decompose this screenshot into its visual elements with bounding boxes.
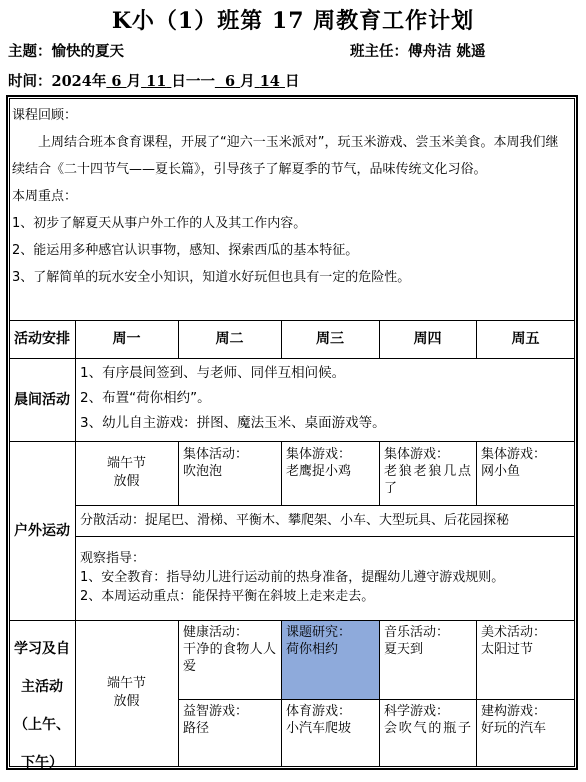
activity-title: 健康活动：: [183, 625, 249, 640]
day-header: 周五: [511, 331, 540, 347]
teacher-line: [350, 40, 486, 61]
time-year: 2024: [51, 73, 92, 90]
review-heading: 课程回顾：: [12, 108, 78, 123]
day-header: 周四: [413, 331, 442, 347]
morning-items: [80, 361, 570, 436]
study-thursday-cell-2: [379, 701, 476, 739]
study-wednesday-cell-1: [281, 622, 379, 660]
outdoor-tuesday-cell: [178, 444, 281, 482]
study-label: [9, 630, 75, 782]
theme-value: 愉快的夏天: [51, 43, 124, 60]
study-thursday-cell-1: [379, 622, 476, 660]
focus-point: 2、能运用多种感官认识事物，感知、探索西瓜的基本特征。: [12, 243, 359, 258]
activity-content: 荷你相约: [286, 642, 339, 657]
activity-content: 老狼老狼几点了: [384, 464, 471, 496]
time-month-start: 6: [111, 73, 122, 90]
activity-content: 吹泡泡: [183, 464, 223, 479]
outdoor-holiday: 端午节 放假: [106, 456, 146, 489]
page-title: K小（1）班第 17 周教育工作计划: [111, 8, 475, 34]
focus-point: 1、初步了解夏天从事户外工作的人及其工作内容。: [12, 216, 307, 231]
time-day-start: 11: [146, 73, 167, 90]
guide-title: 观察指导：: [80, 551, 146, 566]
time-day-unit-1: 日一一: [171, 73, 215, 90]
focus-point: 3、了解简单的玩水安全小知识，知道水好玩但也具有一定的危险性。: [12, 270, 411, 285]
time-line: [8, 70, 299, 91]
activity-content: 会吹气的瓶子: [384, 721, 471, 736]
activity-title: 集体游戏：: [481, 447, 547, 462]
outdoor-label: 户外运动: [14, 523, 70, 539]
theme-line: [8, 40, 124, 61]
morning-item: 3、幼儿自主游戏：拼图、魔法玉米、桌面游戏等。: [80, 415, 386, 431]
day-header: 周二: [215, 331, 244, 347]
study-label-line: （上午、: [14, 717, 70, 733]
teacher-label: 班主任：: [350, 43, 408, 60]
morning-item: 1、有序晨间签到、与老师、同伴互相问候。: [80, 365, 346, 381]
review-section: [12, 102, 570, 291]
time-month-unit-2: 月: [240, 73, 255, 90]
time-month-unit-1: 月: [126, 73, 142, 90]
activity-title: 体育游戏：: [286, 704, 352, 719]
activity-content: 路径: [183, 721, 210, 736]
time-label: 时间：: [8, 73, 52, 90]
rule-header-bottom: [9, 358, 575, 359]
outdoor-guide: [80, 549, 570, 606]
outdoor-friday-cell: [476, 444, 575, 482]
study-friday-cell-2: [476, 701, 575, 739]
activity-title: 益智游戏：: [183, 704, 249, 719]
activity-content: 老鹰捉小鸡: [286, 464, 352, 479]
study-wednesday-cell-2: [281, 701, 379, 739]
guide-item: 2、本周运动重点：能保持平衡在斜坡上走来走去。: [80, 589, 375, 604]
theme-label: 主题：: [8, 43, 52, 60]
focus-heading: 本周重点：: [12, 189, 78, 204]
activity-title: 集体游戏：: [286, 447, 352, 462]
study-label-line: 学习及自: [14, 641, 70, 657]
activity-content: 干净的食物人人爱: [183, 642, 276, 674]
activity-title: 科学游戏：: [384, 704, 450, 719]
review-paragraph: 上周结合班本食育课程，开展了“迎六一玉米派对”，玩玉米游戏、尝玉米美食。本周我们继续结合《二十四节气——夏长篇》，引导孩子了解夏季的节气，品味传统文化习俗。: [12, 135, 559, 177]
activity-title: 美术活动：: [481, 625, 547, 640]
study-friday-cell-1: [476, 622, 575, 660]
activity-content: 太阳过节: [481, 642, 534, 657]
activity-title: 课题研究：: [286, 625, 352, 640]
rule-morning-bottom: [9, 441, 575, 442]
study-label-line: 下午）: [21, 755, 63, 771]
activity-content: 好玩的汽车: [481, 721, 547, 736]
activity-content: 小汽车爬坡: [286, 721, 352, 736]
time-day-end: 14: [259, 73, 280, 90]
rule-outdoor-bottom: [9, 620, 575, 621]
morning-label: 晨间活动: [14, 392, 70, 408]
rule-scatter-bottom: [75, 536, 575, 537]
activity-title: 音乐活动：: [384, 625, 450, 640]
outdoor-scatter: 分散活动：捉尾巴、滑梯、平衡木、攀爬架、小车、大型玩具、后花园探秘: [80, 513, 510, 528]
study-tuesday-cell-2: [178, 701, 281, 739]
day-header: 周一: [112, 331, 141, 347]
time-year-unit: 年: [91, 73, 107, 90]
day-header: 周三: [316, 331, 344, 347]
activity-content: 夏天到: [384, 642, 424, 657]
activity-title: 集体活动：: [183, 447, 249, 462]
morning-item: 2、布置“荷你相约”。: [80, 390, 211, 406]
outdoor-thursday-cell: [379, 444, 476, 499]
outdoor-wednesday-cell: [281, 444, 379, 482]
study-label-line: 主活动: [21, 679, 63, 695]
study-holiday: 端午节 放假: [106, 676, 146, 709]
time-day-unit-2: 日: [284, 73, 300, 90]
rule-group-bottom: [75, 505, 575, 506]
activity-content: 网小鱼: [481, 464, 521, 479]
activity-title: 集体游戏：: [384, 447, 450, 462]
schedule-header: 活动安排: [14, 331, 70, 347]
guide-item: 1、安全教育：指导幼儿进行运动前的热身准备，提醒幼儿遵守游戏规则。: [80, 570, 505, 585]
teacher-value: 傅舟洁 姚遥: [408, 43, 486, 60]
rule-study-middle: [178, 699, 575, 700]
activity-title: 建构游戏：: [481, 704, 547, 719]
study-tuesday-cell-1: [178, 622, 281, 677]
time-month-end: 6: [225, 73, 236, 90]
